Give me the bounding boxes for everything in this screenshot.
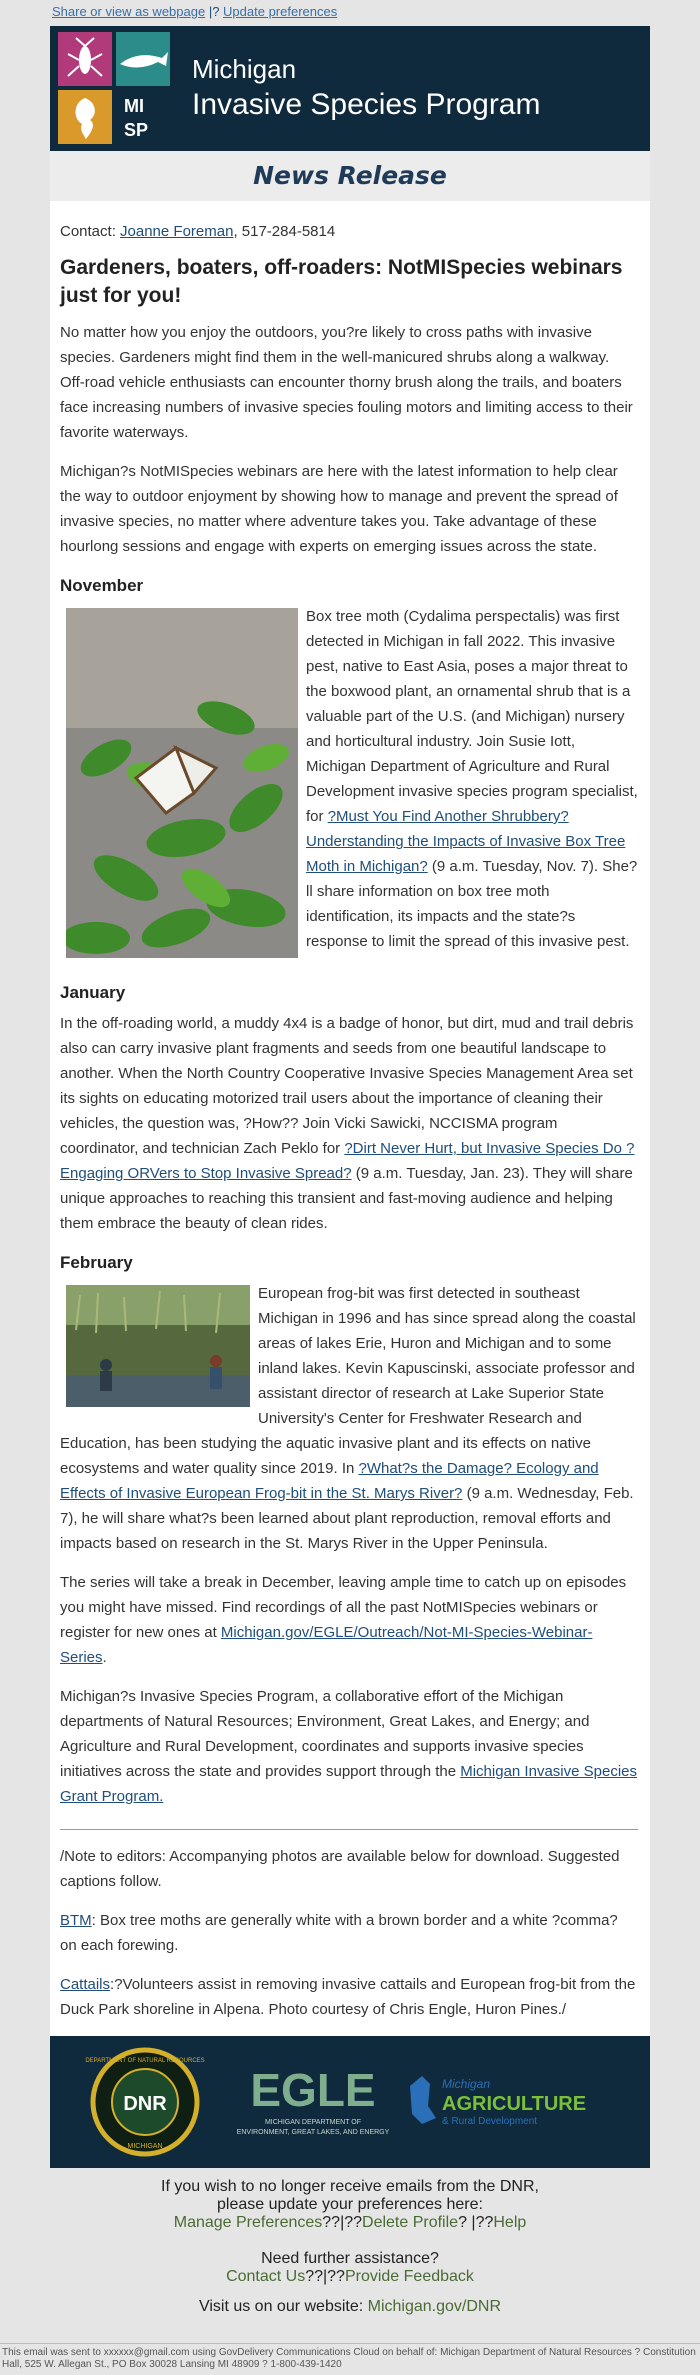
cattails-caption-text: :?Volunteers assist in removing invasive cattails and European frog-bit from the Duck Park shoreline in Alpena. Photo courtesy of Chris Engle, Huron Pines./ <box>60 1976 636 2018</box>
banner-title-line2: Invasive Species Program <box>192 88 541 121</box>
delete-profile-link[interactable]: Delete Profile <box>362 2214 459 2231</box>
misp-logo-icon <box>58 32 170 144</box>
btm-caption-text: : Box tree moths are generally white with a brown border and a white ?comma? on each forewing. <box>60 1912 618 1954</box>
help-link[interactable]: Help <box>493 2214 527 2231</box>
agency-logos-bar <box>50 2036 650 2168</box>
mdard-line-1: Michigan <box>442 2077 491 2091</box>
series-end: . <box>102 1649 107 1666</box>
headline: Gardeners, boaters, off-roaders: NotMISpecies webinars just for you! <box>60 256 623 307</box>
divider <box>60 1829 638 1830</box>
intro-paragraph-1: No matter how you enjoy the outdoors, you?re likely to cross paths with invasive species. Gardeners might find them in the well-manicured shrubs along a walkway. Off-road vehicle enthusiasts can encounter thorny brush along the trails, and boaters face increasing numbers of invasive species fouling motors and limiting access to their favorite waterways. <box>60 324 633 441</box>
dnr-logo-icon <box>85 2050 204 2154</box>
logo-letters-bottom: SP <box>124 120 149 140</box>
news-release-heading: News Release <box>50 151 650 201</box>
email-footer <box>0 2178 700 2316</box>
sep-3: ??|?? <box>305 2268 345 2285</box>
visit-line <box>0 2298 700 2316</box>
february-text-2: (9 a.m. Wednesday, Feb. 7), he will share what?s been learned about plant reproduction, removal efforts and impacts based on research in the St. Marys River in the Upper Peninsula. <box>60 1485 634 1552</box>
legal-smallprint: This email was sent to xxxxxx@gmail.com using GovDelivery Communications Cloud on behalf of: Michigan Department of Natural Resources ? Constitution Hall, 525 W. Allegan St., PO Box 30028 Lansing MI 48909 ? 1-800-439-1420 <box>2 2347 696 2370</box>
frog-bit-webinar-link[interactable]: ?What?s the Damage? Ecology and Effects of Invasive European Frog-bit in the St. Marys River? <box>60 1460 599 1502</box>
btm-caption <box>60 1908 638 1958</box>
program-text: Michigan?s Invasive Species Program, a collaborative effort of the Michigan departments of Natural Resources; Environment, Great Lakes, and Energy; and Agriculture and Rural Development, coordinates and supports invasive species initiatives across the state and provides support through the <box>60 1688 590 1780</box>
frog-bit-removal-photo <box>66 1285 250 1407</box>
email-body <box>50 26 650 2168</box>
assistance-line: Need further assistance? <box>261 2250 439 2267</box>
series-text: The series will take a break in December, leaving ample time to catch up on episodes you might have missed. Find recordings of all the past NotMISpecies webinars or register for new ones at <box>60 1574 627 1641</box>
mdard-line-2: AGRICULTURE <box>442 2093 587 2115</box>
january-text-2: (9 a.m. Tuesday, Jan. 23). They will share unique approaches to reaching this transient and fast-moving audience and helping them embrace the beauty of clean rides. <box>60 1165 633 1232</box>
unsubscribe-line-2: please update your preferences here: <box>217 2196 483 2213</box>
webinar-series-link[interactable]: Michigan.gov/EGLE/Outreach/Not-MI-Species-Webinar-Series <box>60 1624 593 1666</box>
january-paragraph <box>60 1011 638 1236</box>
series-paragraph <box>60 1570 638 1670</box>
manage-preferences-link[interactable]: Manage Preferences <box>173 2214 323 2231</box>
preferences-links <box>0 2214 700 2232</box>
contact-line <box>60 219 638 244</box>
dnr-website-link[interactable]: Michigan.gov/DNR <box>367 2298 502 2315</box>
top-links-bar <box>0 0 700 26</box>
dnr-ring-text: DEPARTMENT OF NATURAL RESOURCES <box>85 2058 205 2064</box>
november-text-1: Box tree moth (Cydalima perspectalis) was first detected in Michigan in fall 2022. This invasive pest, native to East Asia, poses a major threat to the boxwood plant, an ornamental shrub that is a valuable part of the U.S. (and Michigan) nursery and horticultural industry. Join Susie Iott, Michigan Department of Agriculture and Rural Development invasive species program specialist, for <box>306 608 638 825</box>
mdard-logo-icon <box>410 2076 586 2127</box>
assistance-links <box>0 2268 700 2286</box>
box-tree-moth-photo <box>66 608 298 958</box>
provide-feedback-link[interactable]: Provide Feedback <box>344 2268 474 2285</box>
november-text-2: (9 a.m. Tuesday, Nov. 7). She?ll share information on box tree moth identification, its impacts and the state?s response to limit the spread of this invasive pest. <box>306 858 638 950</box>
november-section <box>60 604 638 968</box>
cattails-caption <box>60 1972 638 2022</box>
article-content <box>50 201 650 2022</box>
dnr-center-text: DNR <box>123 2093 167 2115</box>
contact-label: Contact: <box>60 223 121 240</box>
intro-paragraph-2: Michigan?s NotMISpecies webinars are here with the latest information to help clear the way to outdoor enjoyment by showing how to manage and prevent the spread of invasive species, no matter where adventure takes you. Take advantage of these hourlong sessions and engage with experts on emerging issues across the state. <box>60 463 618 555</box>
update-preferences-link[interactable]: Update preferences <box>223 4 338 19</box>
contact-us-link[interactable]: Contact Us <box>226 2268 306 2285</box>
mdard-line-3: & Rural Development <box>442 2116 538 2127</box>
header-banner <box>50 26 650 151</box>
february-text-1: European frog-bit was first detected in southeast Michigan in 1996 and has since spread along the coastal areas of lakes Erie, Huron and Michigan and to some inland lakes. Kevin Kapuscinski, associate professor and assistant director of research at Lake Superior State University's Center for Freshwater Research and Education, has been studying the aquatic invasive plant and its effects on native ecosystems and water quality since 2019. In <box>60 1285 636 1477</box>
agency-logos <box>50 2036 650 2168</box>
logo-letters-top: MI <box>124 96 144 116</box>
egle-sub-1: MICHIGAN DEPARTMENT OF <box>264 2119 362 2126</box>
february-heading: February <box>60 1253 133 1272</box>
contact-name-link[interactable]: Joanne Foreman <box>120 223 234 240</box>
sep-1: ??|?? <box>322 2214 363 2231</box>
share-webpage-link[interactable]: Share or view as webpage <box>52 4 206 19</box>
egle-logo-icon <box>237 2064 390 2136</box>
sep-2: ? |?? <box>458 2214 494 2231</box>
cattails-photo-link[interactable]: Cattails <box>60 1976 111 1993</box>
february-section <box>60 1281 638 1570</box>
dnr-bottom-text: MICHIGAN <box>127 2143 163 2150</box>
btm-photo-link[interactable]: BTM <box>60 1912 92 1929</box>
editors-note: /Note to editors: Accompanying photos are available below for download. Suggested captions follow. <box>60 1848 620 1890</box>
january-heading: January <box>60 983 126 1002</box>
november-heading: November <box>60 576 144 595</box>
program-paragraph <box>60 1684 638 1809</box>
egle-wordmark: EGLE <box>250 2064 376 2116</box>
footer-rule <box>0 2343 700 2344</box>
banner-title-line1: Michigan <box>192 54 297 84</box>
january-text-1: In the off-roading world, a muddy 4x4 is a badge of honor, but dirt, mud and trail debris also can carry invasive plant fragments and seeds from one beautiful landscape to another. When the North Country Cooperative Invasive Species Management Area set its sights on educating motorized trail users about the importance of cleaning their vehicles, the question was, ?How?? Join Vicki Sawicki, NCCISMA program coordinator, and technician Zach Peklo for <box>60 1015 634 1157</box>
egle-sub-2: ENVIRONMENT, GREAT LAKES, AND ENERGY <box>236 2129 390 2136</box>
orv-webinar-link[interactable]: ?Dirt Never Hurt, but Invasive Species Do ? Engaging ORVers to Stop Invasive Spread? <box>60 1140 635 1182</box>
box-tree-moth-webinar-link[interactable]: ?Must You Find Another Shrubbery? Understanding the Impacts of Invasive Box Tree Moth in Michigan? <box>306 808 626 875</box>
unsubscribe-line-1: If you wish to no longer receive emails from the DNR, <box>161 2178 539 2195</box>
visit-text: Visit us on our website: <box>198 2298 368 2315</box>
contact-phone: , 517-284-5814 <box>233 223 336 240</box>
top-separator: |? <box>205 4 224 19</box>
grant-program-link[interactable]: Michigan Invasive Species Grant Program. <box>60 1763 637 1805</box>
